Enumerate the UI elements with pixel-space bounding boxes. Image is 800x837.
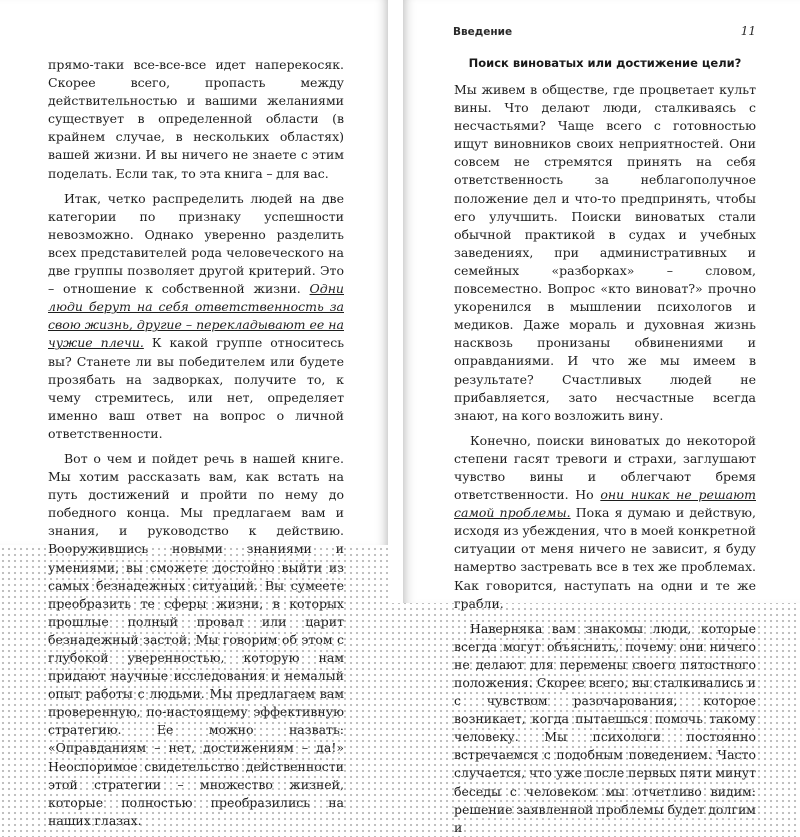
- paragraph-text: прямо-таки все-все-все идет наперекосяк. Скорее всего, пропасть между действительностью и вашими желаниями существует в определенной области (в крайнем случае, в нескольких областях) вашей жизни. И вы ничего не знаете с этим поделать. Если так, то эта книга – для вас.: [48, 57, 344, 181]
- page-number: 11: [740, 24, 756, 38]
- right-page-body: [454, 81, 756, 837]
- book-gutter: [388, 0, 403, 603]
- paragraph-text: Пока я думаю и действую, исходя из убеждения, что в моей конкретной ситуации от меня ничего не зависит, я буду намертво застревать все в тех же проблемах. Как говорится, наступать на одни и те же грабли.: [454, 505, 756, 611]
- paragraph-text: Конечно, поиски виноватых до некоторой степени гасят тревоги и страхи, заглушают чувство вины и облегчают бремя ответственности. Но: [454, 432, 756, 503]
- section-title: Поиск виноватых или достижение цели?: [468, 56, 742, 70]
- paragraph: [48, 56, 344, 183]
- paragraph-text: Вот о чем и пойдет речь в нашей книге. Мы хотим рассказать вам, как встать на путь достижений и пройти по нему до победного конца. Мы предлагаем вам и знания, и руководство к действию. Вооружившись новыми знаниями и умениями, вы сможете достойно выйти из самых безнадежных ситуаций. Вы сумеете преобразить те сферы жизни, в которых прошлые полный провал или царит безнадежный застой. Мы говорим об этом с глубокой уверенностью, которую нам придают научные исследования и немалый опыт работы с людьми. Мы предлагаем вам проверенную, по-настоящему эффективную стратегию. Ее можно назвать: «Оправданиям – нет, достижениям – да!» Неоспоримое свидетельство действенности этой стратегии – множество жизней, которые полностью преобразились на наших глазах.: [48, 450, 344, 828]
- paragraph: [48, 190, 344, 443]
- paragraph: [454, 81, 756, 425]
- left-page-body: [48, 56, 344, 830]
- paragraph-text: К какой группе относитесь вы? Станете ли вы победителем или будете прозябать на задворках, получите то, к чему стремитесь, или нет, определяет именно ваш ответ на вопрос о личной ответственности.: [48, 335, 345, 441]
- paragraph-text: Мы живем в обществе, где процветает культ вины. Что делают люди, сталкиваясь с несчастьями? Чаще всего с готовностью ищут виновников своих неприятностей. Они совсем не стремятся принять на себя ответственность за неблагополучное положение дел и что-то предпринять, чтобы его улучшить. Поиски виноватых стали обычной практикой в судах и учебных заведениях, при административных и семейных «разборках» – словом, повсеместно. Вопрос «кто виноват?» прочно укоренился в мышлении психологов и медиков. Даже мораль и духовная жизнь насквозь пронизаны обвинениями и оправданиями. И что же мы имеем в результате? Счастливых людей не прибавляется, зато несчастные всегда знают, на кого возложить вину.: [454, 82, 756, 423]
- paragraph-text: Наверняка вам знакомы люди, которые всегда могут объяснить, почему они ничего не делают для перемены своего пятостного положения. Скорее всего, вы сталкивались и с чувством разочарования, которое возникает, когда пытаешься помочь такому человеку. Мы психологи постоянно встречаемся с подобным поведением. Часто случается, что уже после первых пяти минут беседы с человеком мы отчетливо видим: решение заявленной проблемы будет долгим и: [454, 620, 756, 835]
- paragraph: [454, 620, 756, 837]
- emphasis-text: Одни люди берут на себя ответственность за свою жизнь, другие – перекладывают ее на чужие плечи.: [48, 281, 344, 351]
- paragraph: [48, 450, 344, 830]
- right-page: [403, 0, 800, 835]
- paragraph: [454, 432, 756, 613]
- paragraph-text: Итак, четко распределить людей на две категории по признаку успешности невозможно. Однако уверенно разделить всех представителей рода человеческого на две группы позволяет другой критерий. Это – отношение к собственной жизни.: [48, 190, 344, 297]
- running-head: Введение: [453, 26, 513, 38]
- emphasis-text: они никак не решают самой проблемы.: [454, 487, 756, 521]
- left-page: [0, 0, 388, 828]
